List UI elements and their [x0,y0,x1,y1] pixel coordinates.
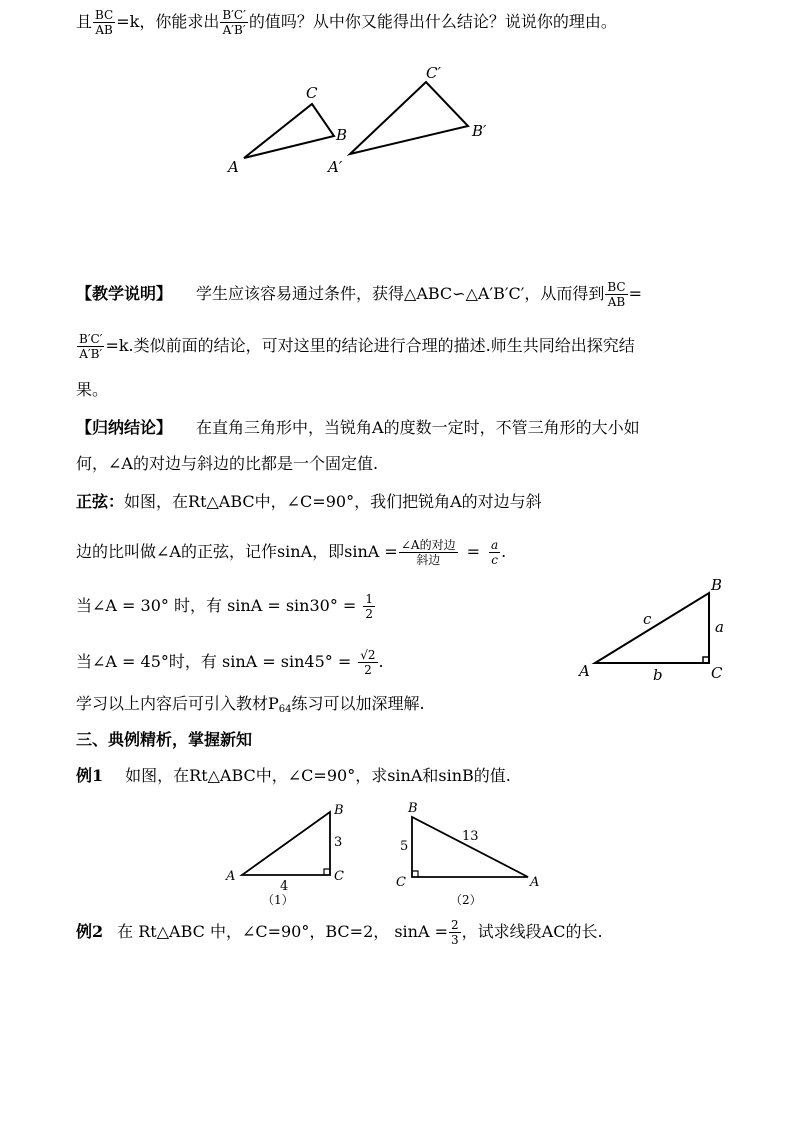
label-B: B [334,803,344,818]
teaching-line-3 [76,380,108,400]
text: 当∠A = 45°时，有 sinA = sin45° = [76,652,352,671]
denominator: 2 [364,663,372,677]
numerator: 2 [451,918,459,932]
example1-figure-2 [390,800,550,910]
fraction-bc-ab [93,8,115,37]
text: = [466,542,480,561]
fraction-bc-ab [605,280,627,309]
text: . [378,652,384,671]
numerator: ∠A的对边 [400,538,456,552]
denominator: A′B′ [222,23,246,37]
example1-line [76,766,511,786]
label-C-prime: C′ [426,64,441,82]
text: 果。 [76,380,109,399]
caption-2: （2） [450,893,482,907]
label-A-prime: A′ [328,158,343,176]
numerator: B′C′ [222,8,246,22]
conclusion-line-1 [76,418,640,438]
label-side-b: b [653,666,663,684]
example2-line [76,918,603,947]
sine-line-2 [76,538,506,567]
fraction-a-c [489,538,500,567]
denominator: 斜边 [416,553,441,567]
triangle [412,817,528,877]
label-B: B [711,576,723,594]
similar-triangles-figure [220,60,520,185]
text: 如图，在Rt△ABC中，∠C=90°，我们把锐角A的对边与斜 [124,492,542,511]
label-side-a: a [715,618,724,636]
text: 练习可以加深理解. [291,694,425,713]
question-line [76,8,617,37]
label-side-c: c [643,610,652,628]
fraction-root2-over-2 [358,648,377,677]
text: =k.类似前面的结论，可对这里的结论进行合理的描述.师生共同给出探究结 [105,336,635,355]
text: 的值吗？从中你又能得出什么结论？说说你的理由。 [248,12,617,31]
conclusion-line-2 [76,454,378,474]
denominator: 2 [365,607,373,621]
numerator: B′C′ [79,332,103,346]
label-A: A [530,875,540,890]
section-title-text: 三、典例精析，掌握新知 [76,730,253,749]
sin45-line [76,648,384,677]
text: 在 Rt△ABC 中，∠C=90°，BC=2， sinA = [117,922,449,941]
conclusion-label: 【归纳结论】 [76,418,173,437]
denominator: AB [607,295,626,309]
teaching-line-2 [76,332,635,361]
small-triangle [244,104,334,158]
section-title [76,730,252,750]
denominator: c [491,553,498,567]
triangle-abc [595,593,709,663]
example2-label: 例2 [76,922,104,941]
text: . [501,542,507,561]
label-A: A [226,869,236,884]
example1-figure-1 [222,800,362,910]
fraction-opposite-hypotenuse [399,538,458,567]
sine-label: 正弦： [76,492,125,511]
label-side-13: 13 [462,829,479,844]
text: 当∠A = 30° 时，有 sinA = sin30° = [76,596,357,615]
triangle [242,812,330,875]
numerator: BC [607,280,626,294]
numerator: BC [95,8,114,22]
text: 边的比叫做∠A的正弦，记作sinA，即sinA = [76,542,398,561]
page-subscript: 64 [278,704,292,715]
fraction-bc-ab-prime [220,8,247,37]
fraction-one-half [363,592,375,621]
teaching-label: 【教学说明】 [76,284,173,303]
label-A: A [579,662,590,680]
text: 且 [76,12,93,31]
text: 如图，在Rt△ABC中，∠C=90°，求sinA和sinB的值. [125,766,511,785]
label-C: C [306,84,318,102]
text: 学习以上内容后可引入教材P [76,694,279,713]
numerator: a [490,538,499,552]
text: =k，你能求出 [116,12,220,31]
label-A: A [228,158,239,176]
text: 学生应该容易通过条件，获得△ABC∽△A′B′C′，从而得到 [196,284,605,303]
label-C: C [334,869,344,884]
fraction-two-thirds [449,918,461,947]
numerator: 1 [365,592,373,606]
label-B: B [408,801,418,816]
sin30-line [76,592,376,621]
denominator: A′B′ [79,347,103,361]
text: 何，∠A的对边与斜边的比都是一个固定值. [76,454,379,473]
teaching-line-1 [76,280,642,309]
label-B-prime: B′ [472,122,487,140]
label-C: C [396,875,406,890]
study-line [76,694,425,720]
label-side-3: 3 [334,835,343,850]
right-triangle-figure [575,572,735,684]
large-triangle [350,82,468,154]
denominator: AB [95,23,113,37]
label-side-5: 5 [400,839,409,854]
label-side-4: 4 [280,879,289,894]
label-B: B [336,126,348,144]
text: ，试求线段AC的长. [461,922,603,941]
numerator: √2 [360,648,376,662]
example1-label: 例1 [76,766,104,785]
label-C: C [711,664,723,682]
sine-line-1 [76,492,542,512]
text: 在直角三角形中，当锐角A的度数一定时，不管三角形的大小如 [196,418,640,437]
denominator: 3 [451,933,459,947]
caption-1: （1） [262,893,294,907]
fraction-bc-ab-prime [77,332,104,361]
text: = [628,284,642,303]
